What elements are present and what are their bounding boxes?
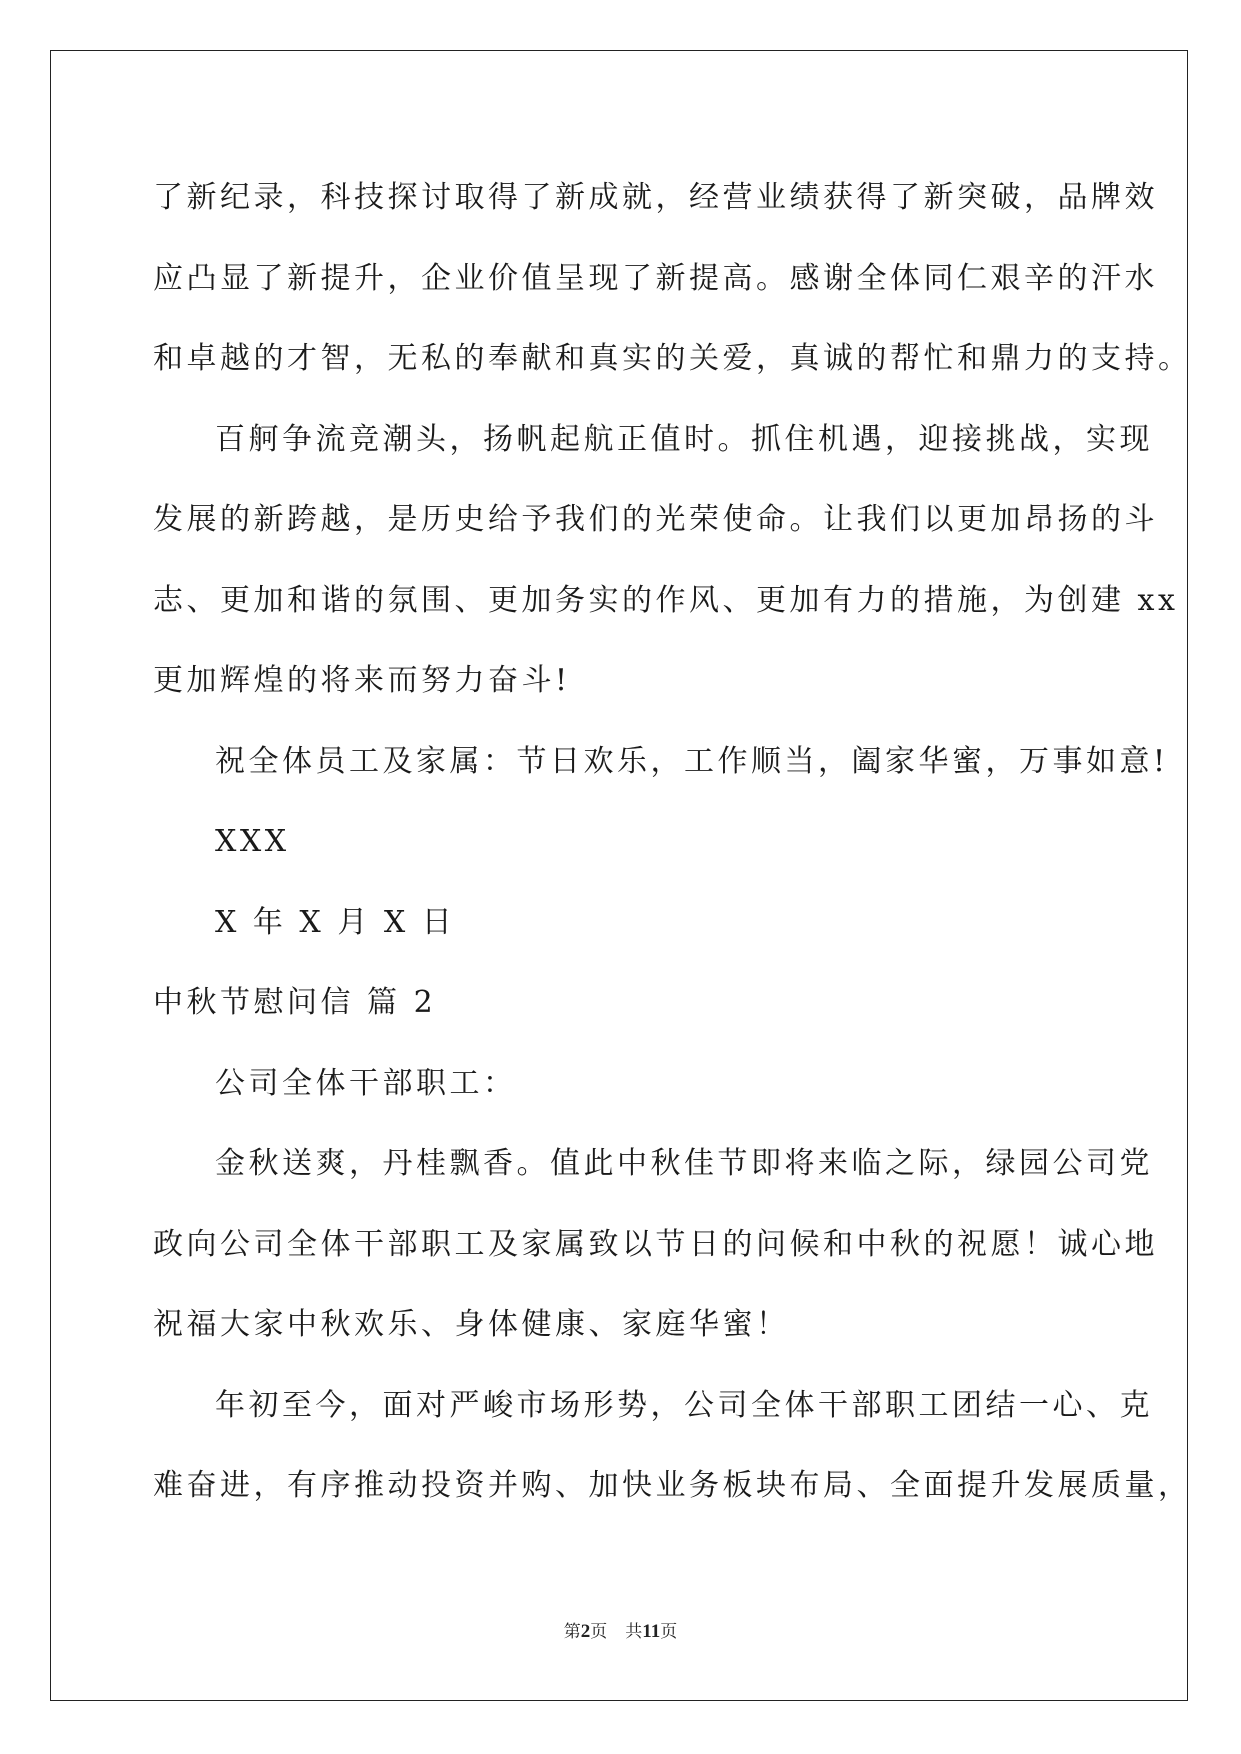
- page-current: 2: [580, 1621, 591, 1642]
- body-line: 更加辉煌的将来而努力奋斗!: [153, 663, 571, 698]
- footer-prefix: 第: [563, 1622, 581, 1642]
- body-line: 了新纪录，科技探讨取得了新成就，经营业绩获得了新突破，品牌效: [153, 180, 1158, 215]
- page-total: 11: [642, 1621, 661, 1642]
- body-line: 难奋进，有序推动投资并购、加快业务板块布局、全面提升发展质量，: [153, 1468, 1192, 1503]
- footer-total-prefix: 共: [625, 1622, 643, 1642]
- footer-total-label: 页: [660, 1622, 678, 1642]
- body-line: 应凸显了新提升，企业价值呈现了新提高。感谢全体同仁艰辛的汗水: [153, 260, 1158, 296]
- signature-date: X 年 X 月 X 日: [215, 904, 456, 940]
- salutation: 公司全体干部职工：: [215, 1065, 517, 1101]
- document-body: [153, 158, 1192, 1527]
- paragraph-start: 年初至今，面对严峻市场形势，公司全体干部职工团结一心、克: [215, 1387, 1153, 1423]
- body-line: 祝福大家中秋欢乐、身体健康、家庭华蜜！: [153, 1307, 790, 1342]
- body-line: 和卓越的才智，无私的奉献和真实的关爱，真诚的帮忙和鼎力的支持。: [153, 341, 1192, 376]
- body-line: 志、更加和谐的氛围、更加务实的作风、更加有力的措施，为创建 xx: [153, 582, 1179, 618]
- body-line: 政向公司全体干部职工及家属致以节日的问候和中秋的祝愿！诚心地: [153, 1226, 1158, 1262]
- footer-page-label: 页: [590, 1622, 608, 1642]
- paragraph-start: 金秋送爽，丹桂飘香。值此中秋佳节即将来临之际，绿园公司党: [215, 1146, 1153, 1181]
- section-title: 中秋节慰问信 篇 2: [153, 985, 437, 1020]
- greeting-line: 祝全体员工及家属：节日欢乐，工作顺当，阖家华蜜，万事如意!: [215, 743, 1169, 779]
- page-footer: [0, 1617, 1241, 1643]
- body-line: 发展的新跨越，是历史给予我们的光荣使命。让我们以更加昂扬的斗: [153, 502, 1158, 537]
- signature: XXX: [215, 824, 290, 859]
- paragraph-start: 百舸争流竞潮头，扬帆起航正值时。抓住机遇，迎接挑战，实现: [215, 421, 1153, 457]
